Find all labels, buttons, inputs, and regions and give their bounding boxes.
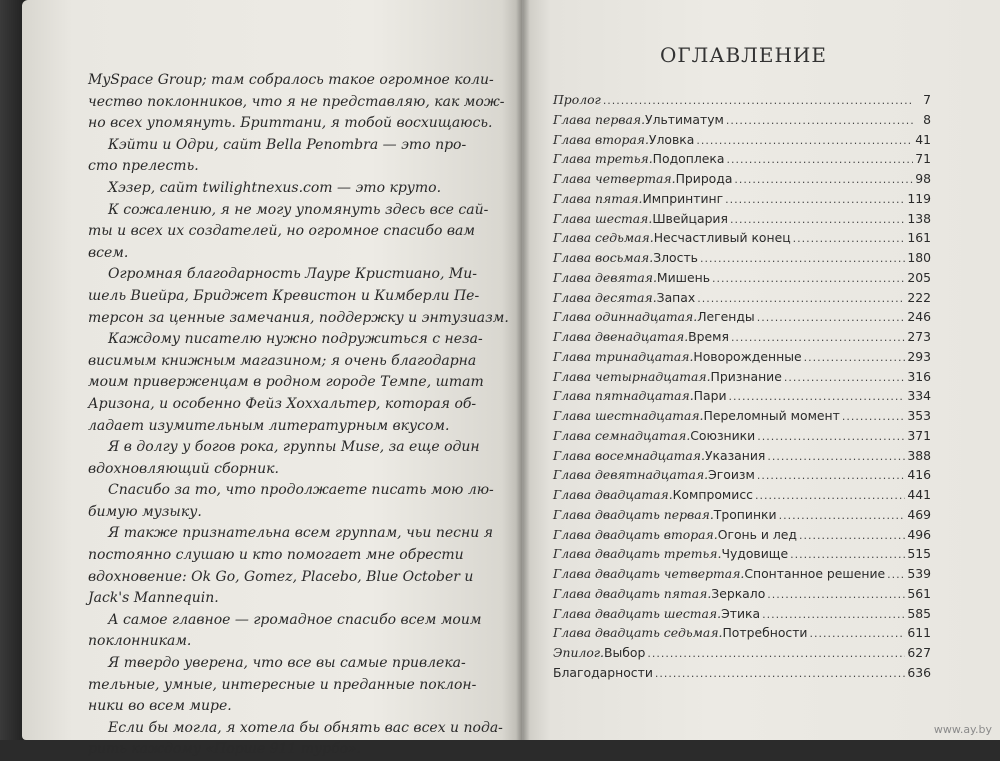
- toc-page-number: 636: [907, 664, 931, 680]
- toc-chapter-title: Ультиматум: [645, 111, 724, 127]
- toc-entry: [553, 309, 931, 329]
- toc-chapter-label: Пролог: [553, 92, 601, 107]
- text-line: К сожалению, я не могу упомянуть здесь все сай-: [108, 201, 489, 218]
- book-gutter: [516, 0, 530, 740]
- toc-page-number: 273: [907, 329, 931, 344]
- toc-leader-dots: [726, 153, 913, 166]
- toc-chapter-title: Легенды: [697, 309, 755, 325]
- toc-page-number: 539: [907, 566, 931, 581]
- text-line: шель Виейра, Бриджет Кревистон и Кимберли Пе-: [88, 287, 480, 304]
- toc-chapter-title: Несчастливый конец: [653, 230, 791, 246]
- toc-page-number: 246: [907, 309, 931, 325]
- toc-chapter-label: Глава пятая.: [553, 190, 643, 206]
- toc-entry: [553, 230, 931, 250]
- toc-page-number: 98: [915, 171, 931, 186]
- toc-page-number: 441: [907, 487, 931, 502]
- toc-leader-dots: [784, 371, 906, 384]
- text-line: тельные, умные, интересные и преданные поклон-: [88, 676, 477, 693]
- toc-entry: [553, 546, 931, 566]
- toc-leader-dots: [730, 213, 905, 226]
- toc-page-number: 496: [907, 526, 931, 542]
- toc-entry: [553, 507, 931, 527]
- toc-entry: [553, 408, 931, 428]
- toc-entry: [553, 369, 931, 389]
- text-line: сто прелесть.: [88, 158, 199, 175]
- toc-chapter-title: Уловка: [648, 131, 695, 147]
- toc-page-number: 353: [907, 408, 931, 423]
- toc-chapter-label: Глава шестнадцатая.: [553, 408, 704, 423]
- toc-chapter-label: Глава одиннадцатая.: [553, 309, 698, 325]
- text-line: Каждому писателю нужно подружиться с неза-: [108, 331, 483, 348]
- toc-leader-dots: [842, 410, 905, 423]
- text-line: Я также признательна всем группам, чьи песни я: [108, 525, 493, 542]
- toc-chapter-label: Глава первая.: [553, 111, 646, 127]
- toc-page-number: 293: [907, 348, 931, 364]
- toc-entry: [553, 625, 931, 645]
- toc-chapter-label: Глава двадцать седьмая.: [553, 625, 723, 641]
- toc-page-number: 416: [907, 467, 931, 483]
- text-line: моим приверженцам в родном городе Темпе, штат: [88, 374, 484, 391]
- toc-chapter-label: Глава шестая.: [553, 210, 653, 226]
- toc-chapter-label: Глава четырнадцатая.: [553, 368, 711, 384]
- toc-leader-dots: [757, 469, 906, 482]
- text-line: Я в долгу у богов рока, группы Muse, за еще один: [108, 439, 480, 456]
- toc-entry: [553, 349, 931, 369]
- toc-leader-dots: [647, 647, 905, 660]
- toc-page-number: 138: [907, 210, 931, 226]
- toc-entry: [553, 171, 931, 191]
- toc-chapter-label: Глава семнадцатая.: [553, 427, 691, 443]
- text-line: всем.: [88, 244, 129, 261]
- toc-page-number: 316: [907, 368, 931, 384]
- toc-chapter-label: Глава двадцать шестая.: [553, 605, 722, 621]
- toc-chapter-label: Глава девятая.: [553, 269, 657, 285]
- toc-page-number: 180: [907, 250, 931, 265]
- toc-chapter-title: Чудовище: [721, 546, 789, 562]
- toc-chapter-label: Глава тринадцатая.: [553, 348, 694, 364]
- toc-page-number: 222: [907, 289, 931, 305]
- toc-chapter-label: Глава двенадцатая.: [553, 329, 689, 344]
- toc-page-number: 119: [907, 190, 931, 206]
- toc-chapter-title: Тропинки: [713, 506, 777, 522]
- toc-chapter-label: Эпилог.: [553, 645, 604, 660]
- text-line: но всех упомянуть. Бриттани, я тобой восхищаюсь.: [88, 115, 493, 132]
- toc-chapter-title: Подоплека: [652, 151, 725, 167]
- text-line: Хэзер, сайт twilightnexus.com — это круто.: [108, 179, 442, 196]
- toc-page-number: 7: [923, 92, 931, 107]
- toc-leader-dots: [725, 193, 905, 206]
- text-line: Спасибо за то, что продолжаете писать мою лю-: [108, 482, 494, 499]
- toc-chapter-title: Природа: [675, 171, 733, 186]
- toc-chapter-label: Глава девятнадцатая.: [553, 467, 709, 483]
- toc-chapter-label: Глава двадцать третья.: [553, 546, 722, 562]
- toc-chapter-title: Огонь и лед: [717, 526, 797, 542]
- toc-chapter-title: Компромисс: [672, 487, 753, 502]
- toc-entry: [553, 388, 931, 408]
- text-line: терсон за ценные замечания, поддержку и энтузиазм.: [88, 309, 509, 326]
- text-line: Если бы могла, я хотела бы обнять вас всех и пода-: [108, 719, 503, 736]
- toc-chapter-title: Признание: [710, 368, 782, 384]
- toc-leader-dots: [729, 390, 906, 403]
- acknowledgements-text: [88, 70, 509, 761]
- toc-chapter-title: Пари: [693, 388, 727, 404]
- toc-chapter-label: Глава четвертая.: [553, 171, 676, 186]
- toc-entry: [553, 467, 931, 487]
- toc-leader-dots: [790, 548, 905, 561]
- toc-chapter-label: Глава восемнадцатая.: [553, 447, 705, 463]
- text-line: рить каждому «Порше 911 турбо».: [88, 741, 362, 758]
- toc-chapter-label: Глава третья.: [553, 151, 653, 167]
- toc-entry: [553, 151, 931, 171]
- toc-chapter-label: Глава двадцать вторая.: [553, 526, 718, 542]
- toc-chapter-label: Глава вторая.: [553, 131, 649, 147]
- toc-leader-dots: [603, 94, 913, 107]
- text-line: ники во всем мире.: [88, 698, 232, 715]
- toc-page-number: 561: [907, 585, 931, 601]
- toc-leader-dots: [757, 311, 906, 324]
- toc-chapter-title: Мишень: [656, 269, 711, 285]
- toc-entry: [553, 527, 931, 547]
- toc-page-number: 371: [907, 427, 931, 443]
- toc-leader-dots: [793, 232, 906, 245]
- toc-chapter-title: Эгоизм: [708, 467, 755, 483]
- text-line: Jack's Mannequin.: [88, 590, 219, 607]
- toc-chapter-title: Переломный момент: [703, 408, 840, 423]
- toc-leader-dots: [757, 430, 905, 443]
- toc-leader-dots: [697, 292, 905, 305]
- text-line: Аризона, и особенно Фейз Хоххальтер, которая об-: [88, 395, 477, 412]
- toc-entry: [553, 448, 931, 468]
- toc-chapter-title: Потребности: [722, 625, 808, 641]
- toc-chapter-label: Глава двадцатая.: [553, 487, 673, 502]
- toc-page-number: 469: [907, 506, 931, 522]
- text-line: Я твердо уверена, что все вы самые привлека-: [108, 655, 466, 672]
- toc-leader-dots: [700, 252, 905, 265]
- toc-leader-dots: [712, 272, 905, 285]
- toc-entry: [553, 606, 931, 626]
- toc-chapter-title: Швейцария: [652, 210, 728, 226]
- text-line: ладает изумительным литературным вкусом.: [88, 417, 450, 434]
- toc-page-number: 611: [907, 625, 931, 641]
- toc-chapter-title: Союзники: [690, 427, 756, 443]
- toc-chapter-title: Указания: [704, 447, 766, 463]
- text-line: А самое главное — громадное спасибо всем моим: [108, 611, 482, 628]
- toc-entry: [553, 92, 931, 112]
- toc-entry: [553, 132, 931, 152]
- toc-page-number: 71: [915, 151, 931, 167]
- toc-page-number: 334: [907, 388, 931, 404]
- toc-chapter-title: Зеркало: [711, 585, 766, 601]
- toc-page-number: 8: [923, 111, 931, 127]
- text-line: чество поклонников, что я не представляю, как мож-: [88, 93, 505, 110]
- toc-chapter-title: Запах: [656, 289, 696, 305]
- text-line: Огромная благодарность Лауре Кристиано, Ми-: [108, 266, 477, 283]
- toc-page-number: 515: [907, 546, 931, 562]
- toc-leader-dots: [696, 134, 913, 147]
- toc-entry: [553, 487, 931, 507]
- toc-chapter-title: Спонтанное решение: [744, 566, 886, 581]
- toc-leader-dots: [767, 588, 905, 601]
- toc-chapter-label: Глава двадцать пятая.: [553, 585, 712, 601]
- toc-leader-dots: [726, 114, 913, 127]
- toc-chapter-title: Импринтинг: [642, 190, 724, 206]
- text-line: висимым книжным магазином; я очень благодарна: [88, 352, 477, 369]
- toc-title: ОГЛАВЛЕНИЕ: [660, 43, 827, 67]
- text-line: поклонникам.: [88, 633, 192, 650]
- toc-chapter-title: Злость: [653, 250, 698, 265]
- toc-leader-dots: [762, 608, 905, 621]
- toc-leader-dots: [767, 450, 905, 463]
- toc-chapter-title: Благодарности: [553, 664, 653, 680]
- toc-leader-dots: [731, 331, 905, 344]
- toc-leader-dots: [755, 489, 905, 502]
- toc-entry: [553, 586, 931, 606]
- text-line: вдохновение: Ok Go, Gomez, Placebo, Blue October и: [88, 568, 474, 585]
- toc-chapter-label: Глава восьмая.: [553, 250, 654, 265]
- text-line: постоянно слушаю и кто помогает мне обрести: [88, 547, 464, 564]
- toc-chapter-title: Время: [688, 329, 729, 344]
- toc-leader-dots: [804, 351, 906, 364]
- toc-chapter-title: Выбор: [604, 645, 646, 660]
- text-line: бимую музыку.: [88, 503, 202, 520]
- toc-page-number: 41: [915, 131, 931, 147]
- toc-page-number: 585: [907, 605, 931, 621]
- toc-chapter-title: Новорожденные: [693, 348, 802, 364]
- toc-leader-dots: [799, 529, 905, 542]
- toc-leader-dots: [809, 627, 905, 640]
- watermark: www.ay.by: [933, 723, 992, 736]
- toc-entry: [553, 250, 931, 270]
- toc-page-number: 627: [907, 645, 931, 660]
- toc-page-number: 388: [907, 447, 931, 463]
- toc-entry: [553, 428, 931, 448]
- toc-leader-dots: [734, 173, 913, 186]
- toc-page-number: 205: [907, 269, 931, 285]
- toc-chapter-label: Глава двадцать четвертая.: [553, 566, 745, 581]
- toc-entry: [553, 191, 931, 211]
- toc-entry: [553, 665, 931, 685]
- toc-entry: [553, 329, 931, 349]
- text-line: ты и всех их создателей, но огромное спасибо вам: [88, 223, 475, 240]
- toc-entry: [553, 290, 931, 310]
- toc-chapter-label: Глава двадцать первая.: [553, 506, 714, 522]
- text-line: MySpace Group; там собралось такое огромное коли-: [88, 72, 494, 88]
- toc-chapter-title: Этика: [721, 605, 761, 621]
- toc-leader-dots: [655, 667, 905, 680]
- table-of-contents: [553, 92, 931, 685]
- toc-chapter-label: Глава десятая.: [553, 289, 657, 305]
- toc-leader-dots: [779, 509, 906, 522]
- toc-entry: [553, 112, 931, 132]
- toc-entry: [553, 211, 931, 231]
- toc-leader-dots: [887, 568, 905, 581]
- text-line: вдохновляющий сборник.: [88, 460, 279, 477]
- toc-entry: [553, 566, 931, 586]
- toc-entry: [553, 645, 931, 665]
- toc-page-number: 161: [907, 230, 931, 246]
- toc-entry: [553, 270, 931, 290]
- toc-chapter-label: Глава пятнадцатая.: [553, 388, 694, 404]
- toc-chapter-label: Глава седьмая.: [553, 230, 654, 246]
- text-line: Кэйти и Одри, сайт Bella Penombra — это про-: [108, 136, 467, 153]
